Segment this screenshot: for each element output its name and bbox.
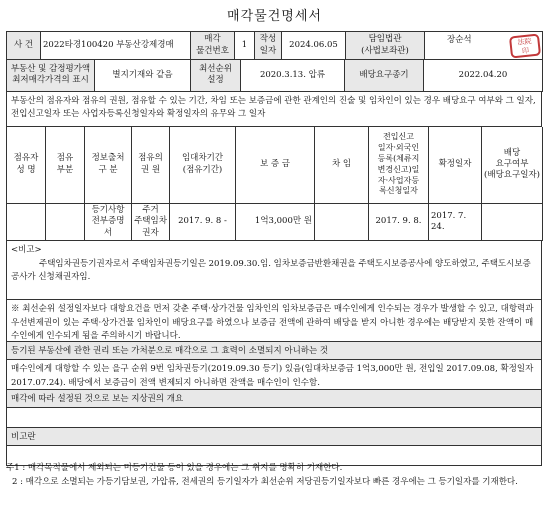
senior-value: 2020.3.13. 압류 <box>241 60 345 91</box>
remarks-title: <비고> <box>11 245 42 256</box>
occupancy-cell <box>482 204 543 241</box>
footnote-2: 2 : 매각으로 소멸되는 가등기담보권, 가압류, 전세권의 등기일자가 최선순위 저당권등기일자보다 빠른 경우에는 그 등기일자를 기재한다. <box>12 477 518 488</box>
section-surface-text <box>6 408 542 428</box>
occupancy-header-cell: 확정일자 <box>429 127 482 204</box>
occupancy-header-cell: 전입신고 일자·외국인 등록(체류지 변경신고)일 자·사업자등 록신청일자 <box>369 127 429 204</box>
occupancy-header-cell: 배당 요구여부 (배당요구일자) <box>482 127 543 204</box>
remarks-block <box>6 241 542 300</box>
property-value: 별지기재와 같음 <box>95 60 191 91</box>
occupancy-header-cell: 점유의 권 원 <box>132 127 170 204</box>
occupancy-header-cell: 정보출처 구 분 <box>85 127 132 204</box>
date-value: 2024.06.05 <box>282 32 346 60</box>
section-registry-title: 등기된 부동산에 관한 권리 또는 가처분으로 매각으로 그 효력이 소멸되지 아니하는 것 <box>6 342 542 360</box>
occupancy-cell: 2017. 9. 8. <box>369 204 429 241</box>
section-surface-title: 매각에 따라 설정된 것으로 보는 지상권의 개요 <box>6 390 542 408</box>
intro-text: 부동산의 점유자와 점유의 권원, 점유할 수 있는 기간, 차임 또는 보증금에 관한 관계인의 진술 및 임차인이 있는 경우 배당요구 여부와 그 일자, 전입신고일자 또는 사업자등록신청일자와 확정일자의 유무와 그 일자 <box>6 92 542 127</box>
case-label: 사 건 <box>7 32 41 60</box>
judge-name: 장순석 <box>447 34 472 45</box>
judge-cell <box>425 32 543 60</box>
table-row <box>7 204 543 241</box>
specification-sheet <box>6 31 542 466</box>
deadline-value: 2022.04.20 <box>424 60 543 91</box>
occupancy-cell <box>46 204 85 241</box>
warning-text: ※ 최선순위 설정일자보다 대항요건을 먼저 갖춘 주택·상가건물 임차인의 임차보증금은 매수인에게 인수되는 경우가 발생할 수 있고, 대항력과 우선변제권이 있는 주택·상가건물 임차인이 배당요구를 하였으나 보증금 전액에 관하여 배당을 받지 아니한 경우에는 배당받지 못한 잔액이 매수인에게 인수되게 됨을 주의하시기 바랍니다. <box>6 300 542 342</box>
property-label: 부동산 및 감정평가액 최저매각가격의 표시 <box>7 60 95 91</box>
occupancy-cell: 주거 주택임차 권자 <box>132 204 170 241</box>
case-value: 2022타경100420 부동산강제경매 <box>41 32 191 60</box>
occupancy-cell: 등기사항 전부증명 서 <box>85 204 132 241</box>
occupancy-cell <box>315 204 369 241</box>
deadline-label: 배당요구종기 <box>345 60 424 91</box>
occupancy-cell: 1억3,000만 원 <box>236 204 315 241</box>
occupancy-header-cell: 점유자 성 명 <box>7 127 46 204</box>
footnote-1: 주1 : 매각목적물에서 제외되는 미등기건물 등이 있을 경우에는 그 취지를 명확히 기재한다. <box>6 463 343 473</box>
document-title: 매각물건명세서 <box>227 9 322 24</box>
court-seal: 法院 印 <box>509 33 541 58</box>
occupancy-cell <box>7 204 46 241</box>
item-no-label: 매각 물건번호 <box>191 32 235 60</box>
remarks-text: 주택임차권등기권자로서 주택임차권등기일은 2019.09.30.임. 임차보증금반환채권을 주택도시보증공사에 양도하였고, 주택도시보증공사가 신청채권자임. <box>11 258 531 282</box>
property-table <box>6 60 543 92</box>
date-label: 작성 일자 <box>255 32 282 60</box>
occupancy-cell: 2017. 9. 8 - <box>170 204 236 241</box>
occupancy-header-cell: 임대차기간 (점유기간) <box>170 127 236 204</box>
header-table <box>6 31 543 60</box>
section-registry-text: 매수인에게 대항할 수 있는 을구 순위 9번 임차권등기(2019.09.30 등기) 있음(임대차보증금 1억3,000만 원, 전입일 2017.09.08, 확정일자 2017.07.24). 배당에서 보증금이 전액 변제되지 아니하면 잔액을 매수인이 인수함. <box>6 360 542 390</box>
footnotes <box>6 461 542 490</box>
section-note-title: 비고란 <box>6 428 542 446</box>
judge-label: 담임법관 (사법보좌관) <box>346 32 425 60</box>
occupancy-table <box>6 127 543 242</box>
occupancy-header-cell: 차 임 <box>315 127 369 204</box>
senior-label: 최선순위 설정 <box>191 60 241 91</box>
occupancy-cell: 2017. 7. 24. <box>429 204 482 241</box>
item-no-value: 1 <box>235 32 255 60</box>
occupancy-header-cell: 점유 부분 <box>46 127 85 204</box>
occupancy-header-cell: 보 증 금 <box>236 127 315 204</box>
